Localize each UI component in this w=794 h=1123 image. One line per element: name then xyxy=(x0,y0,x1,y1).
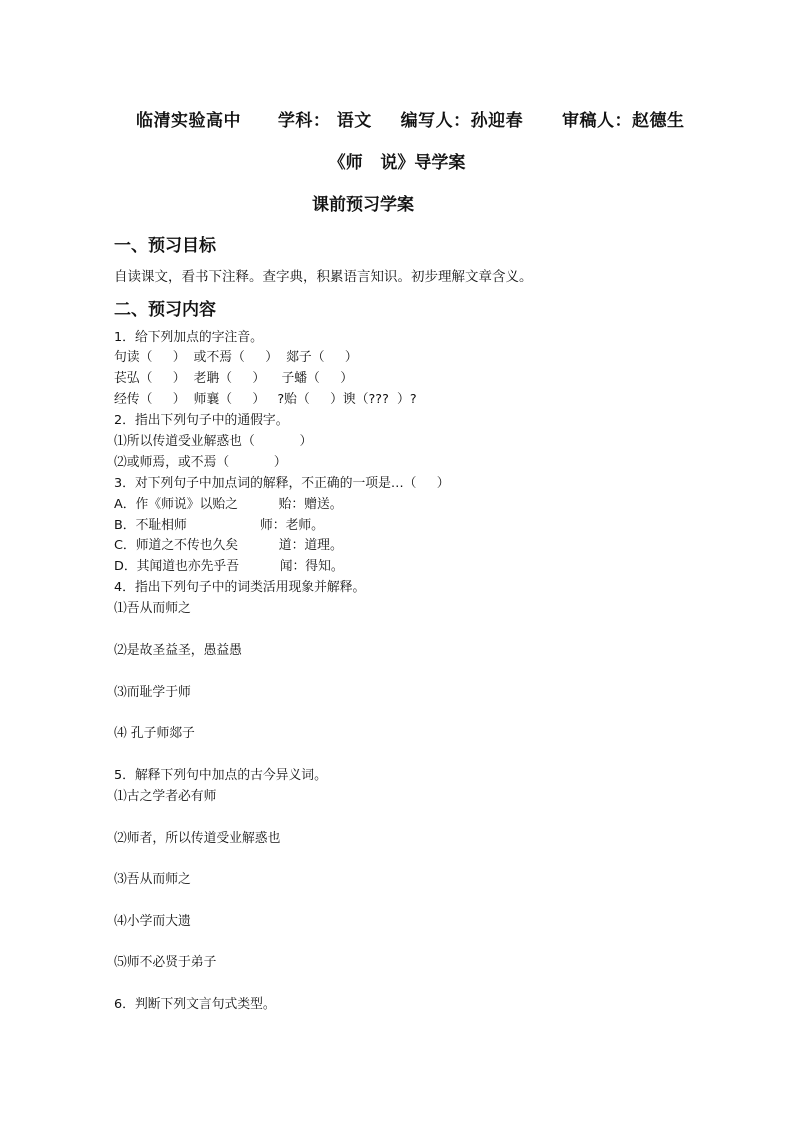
question-6: 6．判断下列文言句式类型。 xyxy=(114,997,276,1012)
question-5-item-4: ⑷小学而大遗 xyxy=(114,914,191,929)
section1-heading: 一、预习目标 xyxy=(114,236,216,256)
question-1-line-1: 句读（ ） 或不焉（ ） 郯子（ ） xyxy=(114,350,358,365)
question-3: 3．对下列句子中加点词的解释，不正确的一项是…（ ） xyxy=(114,476,450,491)
question-4-item-2: ⑵是故圣益圣，愚益愚 xyxy=(114,643,242,658)
question-4-item-3: ⑶而耻学于师 xyxy=(114,685,191,700)
question-5-item-3: ⑶吾从而师之 xyxy=(114,872,191,887)
header-reviewer: 审稿人：赵德生 xyxy=(561,111,685,131)
question-1: 1．给下列加点的字注音。 xyxy=(114,330,263,345)
header-line xyxy=(136,106,684,131)
question-3-option-c: C．师道之不传也久矣 道：道理。 xyxy=(114,538,343,553)
section2-heading: 二、预习内容 xyxy=(114,300,216,320)
question-1-line-2: 苌弘（ ） 老聃（ ） 子蟠（ ） xyxy=(114,371,353,386)
question-5-item-1: ⑴古之学者必有师 xyxy=(114,789,217,804)
question-1-line-3: 经传（ ） 师襄（ ） ?贻（ ）谀（??? ）? xyxy=(114,392,417,407)
question-4-item-1: ⑴吾从而师之 xyxy=(114,601,191,616)
question-5-item-2: ⑵师者，所以传道受业解惑也 xyxy=(114,831,281,846)
question-2: 2．指出下列句子中的通假字。 xyxy=(114,413,289,428)
question-5-item-5: ⑸师不必贤于弟子 xyxy=(114,955,217,970)
question-3-option-b: B．不耻相师 师：老师。 xyxy=(114,518,324,533)
document-subtitle: 课前预习学案 xyxy=(312,195,414,215)
question-2-item-1: ⑴所以传道受业解惑也（ ） xyxy=(114,434,313,449)
header-author: 编写人：孙迎春 xyxy=(400,111,524,131)
header-subject: 学科： 语文 xyxy=(277,111,372,131)
section1-text: 自读课文，看书下注释。查字典，积累语言知识。初步理解文章含义。 xyxy=(114,269,533,285)
document-title: 《师 说》导学案 xyxy=(328,153,466,173)
question-5: 5．解释下列句中加点的古今异义词。 xyxy=(114,768,327,783)
question-4-item-4: ⑷ 孔子师郯子 xyxy=(114,726,195,741)
header-school: 临清实验高中 xyxy=(136,111,241,131)
question-3-option-a: A．作《师说》以贻之 贻：赠送。 xyxy=(114,497,343,512)
question-2-item-2: ⑵或师焉，或不焉（ ） xyxy=(114,455,287,470)
question-4: 4．指出下列句子中的词类活用现象并解释。 xyxy=(114,580,366,595)
question-3-option-d: D．其闻道也亦先乎吾 闻：得知。 xyxy=(114,559,344,574)
